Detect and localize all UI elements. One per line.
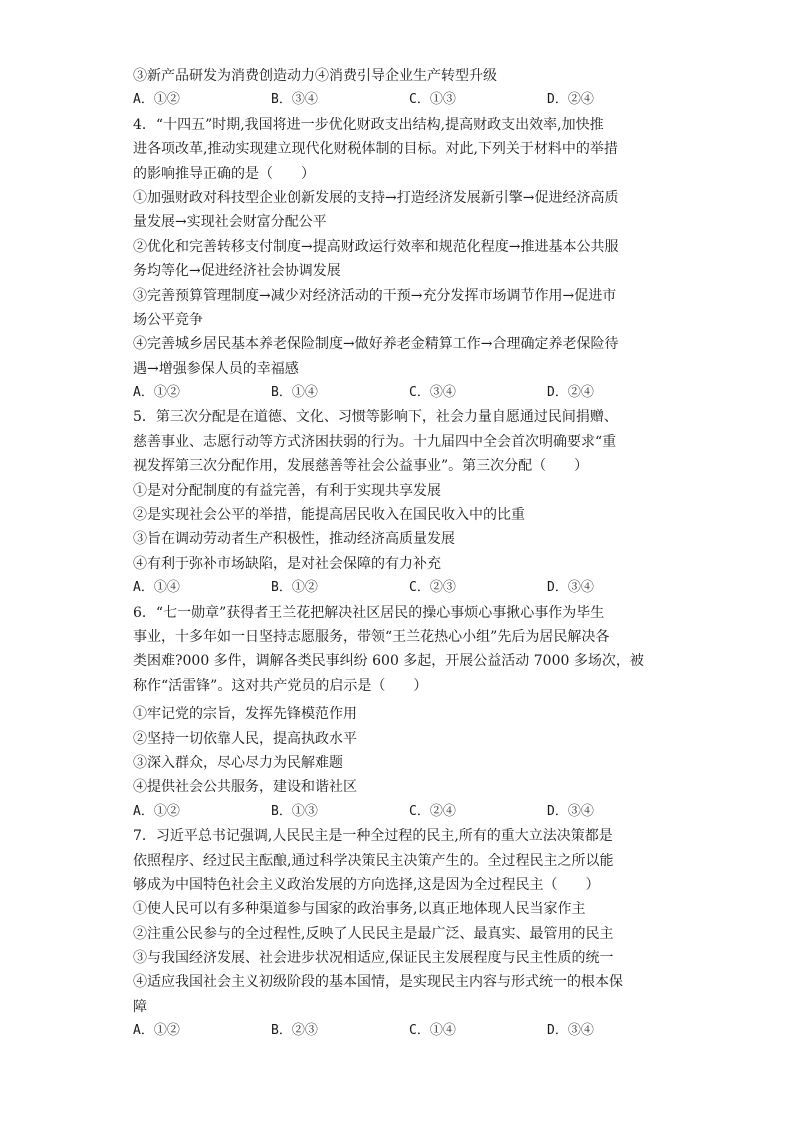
q5-item-line: ②是实现社会公平的举措，能提高居民收入在国民收入中的比重 bbox=[133, 507, 525, 524]
q4-option-c: C．③④ bbox=[409, 385, 456, 401]
q4-item-line: 遇→增强参保人员的幸福感 bbox=[133, 360, 299, 377]
q4-options bbox=[133, 381, 673, 405]
q6-stem-line: 称作“活雷锋”。这对共产党员的启示是（ ） bbox=[133, 677, 428, 694]
q4-item-line: ①加强财政对科技型企业创新发展的支持→打造经济发展新引擎→促进经济高质 bbox=[133, 189, 619, 206]
q3-item-tail: ③新产品研发为消费创造动力④消费引导企业生产转型升级 bbox=[133, 68, 497, 84]
q4-option-a: A．①② bbox=[133, 385, 180, 401]
q6-stem-line: 事业，十多年如一日坚持志愿服务，带领“王兰花热心小组”先后为居民解决各 bbox=[133, 628, 610, 645]
q4-item-line: 量发展→实现社会财富分配公平 bbox=[133, 214, 327, 231]
q5-options bbox=[133, 576, 673, 600]
q3-option-c: C．①③ bbox=[409, 92, 456, 108]
q6-item-line: ②坚持一切依靠人民，提高执政水平 bbox=[133, 730, 357, 747]
question-content bbox=[133, 64, 673, 1044]
q7-item-line: ①使人民可以有多种渠道参与国家的政治事务,以真正地体现人民当家作主 bbox=[133, 901, 586, 918]
q7-stem-line: 够成为中国特色社会主义政治发展的方向选择,这是因为全过程民主（ ） bbox=[133, 876, 600, 893]
q7-item-line: ②注重公民参与的全过程性,反映了人民民主是最广泛、最真实、最管用的民主 bbox=[133, 925, 614, 942]
q7-item-line: 障 bbox=[133, 998, 147, 1015]
q6-option-a: A．①② bbox=[133, 803, 180, 819]
q5-option-d: D．③④ bbox=[547, 580, 594, 596]
q4-item-line: 场公平竞争 bbox=[133, 311, 203, 328]
q6-options bbox=[133, 800, 673, 824]
q5-option-c: C．②③ bbox=[409, 580, 456, 596]
q4-stem-line: 进各项改革,推动实现建立现代化财税体制的目标。对此,下列关于材料中的举措 bbox=[133, 141, 618, 158]
q4-option-b: B．①④ bbox=[271, 385, 318, 401]
q6-option-c: C．②④ bbox=[409, 803, 456, 819]
q4-option-d: D．②④ bbox=[547, 385, 594, 401]
q5-stem-line: 慈善事业、志愿行动等方式济困扶弱的行为。十九届四中全会首次明确要求“重 bbox=[133, 433, 617, 450]
q7-item-line: ④适应我国社会主义初级阶段的基本国情，是实现民主内容与形式统一的根本保 bbox=[133, 974, 623, 991]
q4-item-line: 务均等化→促进经济社会协调发展 bbox=[133, 263, 341, 280]
q7-options bbox=[133, 1019, 673, 1043]
q6-option-d: D．③④ bbox=[547, 803, 594, 819]
q6-item-line: ③深入群众，尽心尽力为民解难题 bbox=[133, 754, 343, 771]
q5-stem-line: 5．第三次分配是在道德、文化、习惯等影响下，社会力量自愿通过民间捐赠、 bbox=[133, 409, 618, 426]
q7-option-d: D．③④ bbox=[547, 1023, 594, 1039]
q7-stem-line: 依照程序、经过民主酝酿,通过科学决策民主决策产生的。全过程民主之所以能 bbox=[133, 852, 614, 869]
q5-stem-line: 视发挥第三次分配作用，发展慈善等社会公益事业”。第三次分配（ ） bbox=[133, 458, 589, 475]
q4-item-line: ③完善预算管理制度→减少对经济活动的干预→充分发挥市场调节作用→促进市 bbox=[133, 287, 617, 304]
q6-item-line: ①牢记党的宗旨，发挥先锋模范作用 bbox=[133, 706, 357, 723]
q4-stem-line: 的影响推导正确的是（ ） bbox=[133, 165, 315, 182]
q7-stem-line: 7．习近平总书记强调,人民民主是一种全过程的民主,所有的重大立法决策都是 bbox=[133, 828, 613, 845]
q4-item-line: ④完善城乡居民基本养老保险制度→做好养老金精算工作→合理确定养老保险待 bbox=[133, 336, 619, 353]
q4-item-line: ②优化和完善转移支付制度→提高财政运行效率和规范化程度→推进基本公共服 bbox=[133, 238, 619, 255]
q6-option-b: B．①③ bbox=[271, 803, 318, 819]
q6-item-line: ④提供社会公共服务，建设和谐社区 bbox=[133, 779, 357, 796]
q6-stem-line: 6．“七一勋章”获得者王兰花把解决社区居民的操心事烦心事揪心事作为毕生 bbox=[133, 604, 605, 621]
q5-item-line: ①是对分配制度的有益完善，有利于实现共享发展 bbox=[133, 482, 441, 499]
q4-stem-line: 4．“十四五”时期,我国将进一步优化财政支出结构,提高财政支出效率,加快推 bbox=[133, 116, 604, 133]
q7-option-b: B．②③ bbox=[271, 1023, 318, 1039]
q5-option-a: A．①④ bbox=[133, 580, 180, 596]
q3-options bbox=[133, 88, 673, 112]
q3-option-a: A．①② bbox=[133, 92, 180, 108]
q6-stem-line: 类困难?000 多件，调解各类民事纠纷 600 多起，开展公益活动 7000 多场次，被 bbox=[133, 653, 644, 670]
q7-item-line: ③与我国经济发展、社会进步状况相适应,保证民主发展程度与民主性质的统一 bbox=[133, 950, 614, 967]
q5-option-b: B．①② bbox=[271, 580, 318, 596]
q5-item-line: ③旨在调动劳动者生产积极性，推动经济高质量发展 bbox=[133, 531, 455, 548]
q3-option-b: B．③④ bbox=[271, 92, 318, 108]
q3-option-d: D．②④ bbox=[547, 92, 594, 108]
q5-item-line: ④有利于弥补市场缺陷，是对社会保障的有力补充 bbox=[133, 555, 441, 572]
q7-option-c: C．①④ bbox=[409, 1023, 456, 1039]
q7-option-a: A．①② bbox=[133, 1023, 180, 1039]
